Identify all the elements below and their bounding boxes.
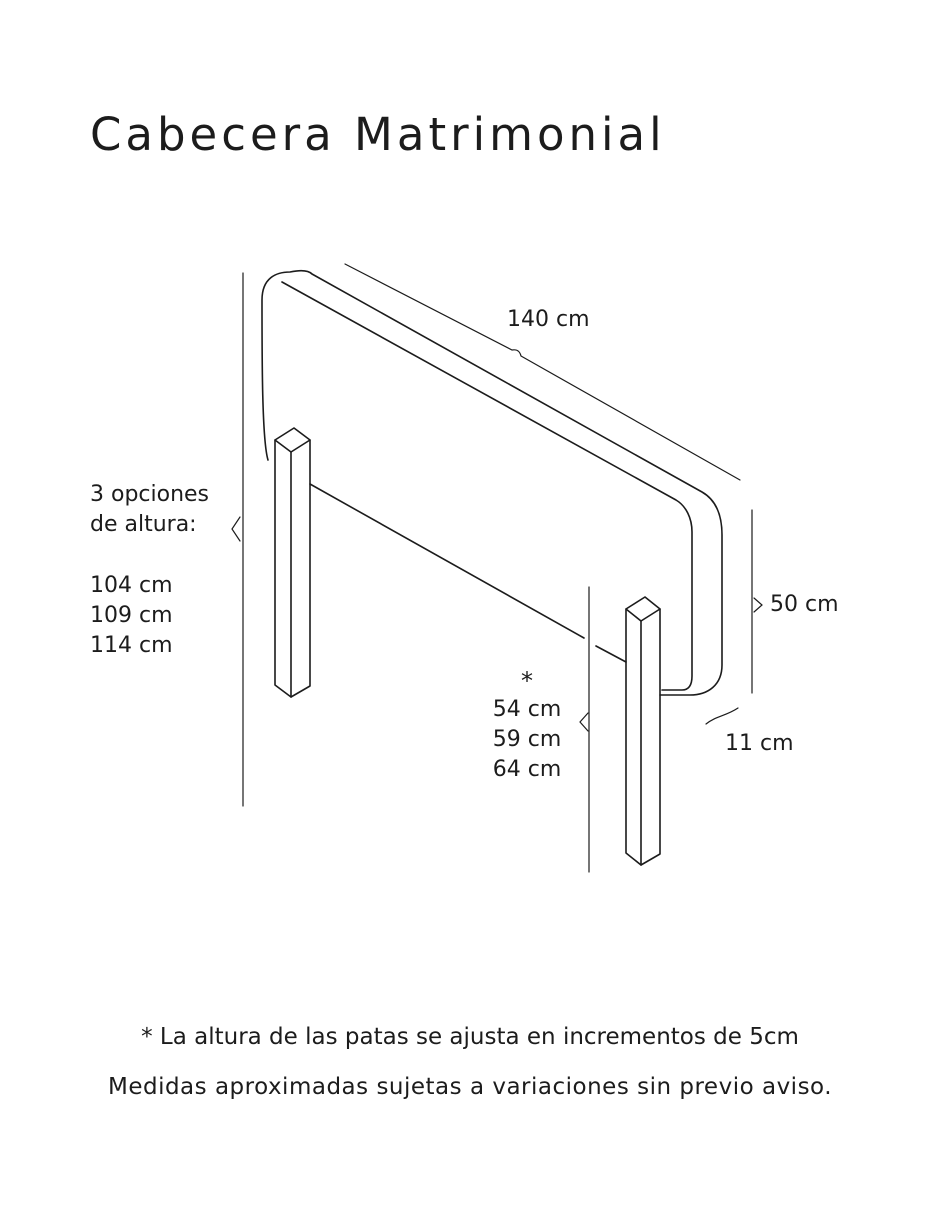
width-label: 140 cm — [507, 307, 590, 332]
width-dimension-line — [345, 264, 740, 480]
disclaimer-note: Medidas aproximadas sujetas a variaciones sin previo aviso. — [107, 1074, 833, 1100]
leg-height-marker: * — [521, 667, 533, 695]
leg-height-options — [490, 667, 564, 785]
page-title: Cabecera Matrimonial — [90, 108, 666, 161]
total-height-heading-2: de altura: — [90, 512, 197, 537]
total-height-heading-1: 3 opciones — [90, 482, 210, 507]
depth-mark — [706, 708, 738, 724]
right-leg — [626, 597, 660, 865]
leg-height-option: 54 cm — [492, 697, 562, 722]
headboard-bottom-edge — [310, 484, 626, 662]
total-height-brace — [232, 517, 240, 541]
total-height-option: 109 cm — [90, 603, 173, 628]
depth-label: 11 cm — [725, 731, 794, 756]
left-leg — [275, 428, 310, 697]
panel-height-label: 50 cm — [770, 592, 839, 617]
panel-height-brace — [754, 598, 762, 612]
headboard-panel — [262, 271, 722, 695]
total-height-options — [90, 480, 209, 661]
leg-height-option: 64 cm — [492, 757, 562, 782]
total-height-option: 104 cm — [90, 573, 173, 598]
total-height-option: 114 cm — [90, 633, 173, 658]
leg-height-brace — [580, 713, 588, 731]
headboard-front-edge — [282, 282, 692, 690]
leg-height-option: 59 cm — [492, 727, 562, 752]
leg-adjust-note: * La altura de las patas se ajusta en incrementos de 5cm — [141, 1024, 799, 1050]
